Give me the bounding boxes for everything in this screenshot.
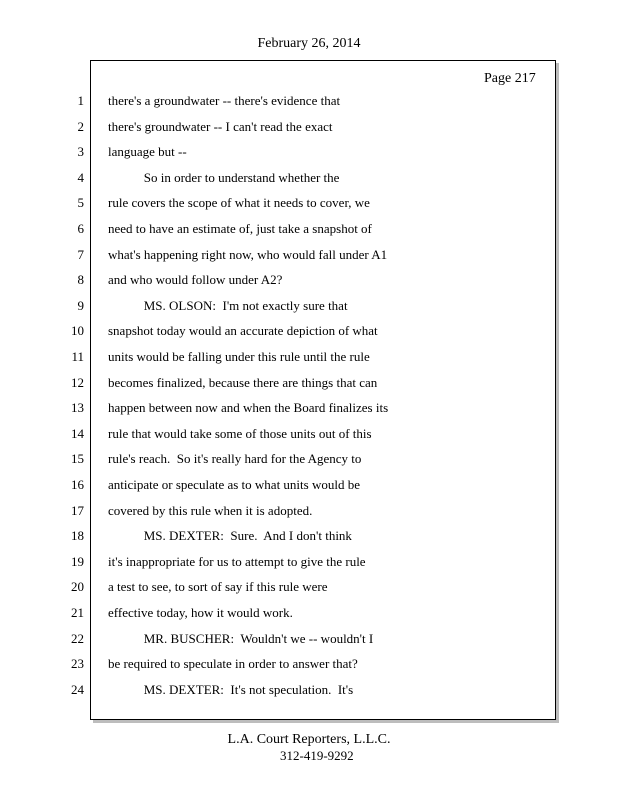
transcript-line: there's a groundwater -- there's evidence that bbox=[108, 93, 341, 108]
line-number: 18 bbox=[71, 528, 84, 543]
transcript-line: there's groundwater -- I can't read the exact bbox=[108, 119, 333, 134]
footer-company: L.A. Court Reporters, L.L.C. bbox=[227, 732, 391, 747]
line-number: 11 bbox=[71, 349, 84, 364]
line-number: 8 bbox=[77, 272, 84, 287]
transcript-line: MS. OLSON: I'm not exactly sure that bbox=[108, 298, 348, 313]
transcript-line: rule covers the scope of what it needs to cover, we bbox=[108, 195, 370, 210]
line-number: 13 bbox=[71, 400, 84, 415]
transcript-line: snapshot today would an accurate depiction of what bbox=[108, 323, 378, 338]
line-number: 6 bbox=[77, 221, 84, 236]
line-number: 20 bbox=[71, 579, 84, 594]
transcript-line: effective today, how it would work. bbox=[108, 605, 293, 620]
transcript-line: and who would follow under A2? bbox=[108, 272, 283, 287]
transcript-line: covered by this rule when it is adopted. bbox=[108, 503, 313, 518]
page-number: Page 217 bbox=[484, 71, 536, 86]
transcript-line: happen between now and when the Board finalizes its bbox=[108, 400, 389, 415]
line-number: 4 bbox=[77, 170, 84, 185]
transcript-line: language but -- bbox=[108, 144, 187, 159]
line-number: 3 bbox=[77, 144, 84, 159]
transcript-line: MS. DEXTER: It's not speculation. It's bbox=[108, 682, 354, 697]
line-number: 21 bbox=[71, 605, 84, 620]
line-number: 22 bbox=[71, 631, 84, 646]
line-number: 17 bbox=[71, 503, 84, 518]
line-number: 12 bbox=[71, 375, 84, 390]
transcript-line: rule's reach. So it's really hard for the Agency to bbox=[108, 451, 362, 466]
line-number: 2 bbox=[77, 119, 84, 134]
line-number: 24 bbox=[71, 682, 84, 697]
transcript-line: it's inappropriate for us to attempt to give the rule bbox=[108, 554, 366, 569]
line-number: 15 bbox=[71, 451, 84, 466]
transcript-line: what's happening right now, who would fall under A1 bbox=[108, 247, 388, 262]
line-number: 10 bbox=[71, 323, 84, 338]
transcript-line: a test to see, to sort of say if this rule were bbox=[108, 579, 328, 594]
transcript-line: need to have an estimate of, just take a snapshot of bbox=[108, 221, 372, 236]
transcript-line: MS. DEXTER: Sure. And I don't think bbox=[108, 528, 352, 543]
line-number: 9 bbox=[77, 298, 84, 313]
transcript-date: February 26, 2014 bbox=[257, 36, 361, 51]
transcript-line: be required to speculate in order to answer that? bbox=[108, 656, 358, 671]
line-number: 7 bbox=[77, 247, 84, 262]
line-number: 1 bbox=[77, 93, 84, 108]
line-number: 19 bbox=[71, 554, 84, 569]
transcript-line: anticipate or speculate as to what units would be bbox=[108, 477, 360, 492]
line-number: 16 bbox=[71, 477, 84, 492]
line-number: 5 bbox=[77, 195, 84, 210]
footer-phone: 312-419-9292 bbox=[280, 748, 354, 763]
transcript-line: MR. BUSCHER: Wouldn't we -- wouldn't I bbox=[108, 631, 374, 646]
transcript-line: becomes finalized, because there are things that can bbox=[108, 375, 378, 390]
transcript-line: units would be falling under this rule until the rule bbox=[108, 349, 370, 364]
line-number: 23 bbox=[71, 656, 84, 671]
transcript-line: So in order to understand whether the bbox=[108, 170, 340, 185]
line-number: 14 bbox=[71, 426, 84, 441]
transcript-line: rule that would take some of those units out of this bbox=[108, 426, 372, 441]
